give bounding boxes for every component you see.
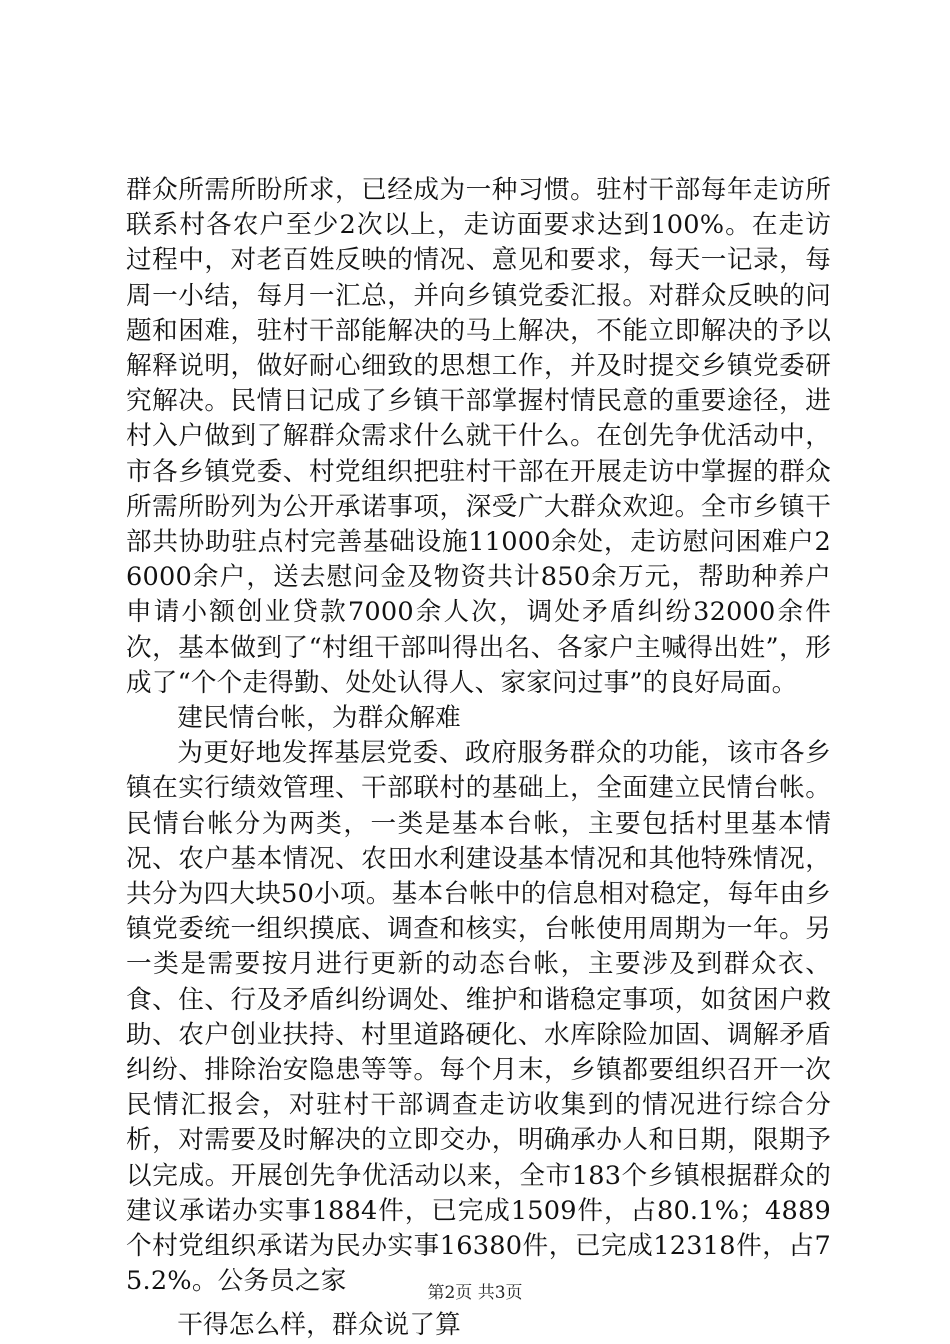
section-heading-evaluation: 干得怎么样，群众说了算	[177, 1309, 461, 1340]
document-body	[126, 173, 831, 1343]
paragraph-ledger-details: 为更好地发挥基层党委、政府服务群众的功能，该市各乡镇在实行绩效管理、干部联村的基础上，全面建立民情台帐。民情台帐分为两类，一类是基本台帐，主要包括村里基本情况、农户基本情况、农田水利建设基本情况和其他特殊情况，共分为四大块50小项。基本台帐中的信息相对稳定，每年由乡镇党委统一组织摸底、调查和核实，台帐使用周期为一年。另一类是需要按月进行更新的动态台帐，主要涉及到群众衣、食、住、行及矛盾纠纷调处、维护和谐稳定事项，如贫困户救助、农户创业扶持、村里道路硬化、水库除险加固、调解矛盾纠纷、排除治安隐患等等。每个月末，乡镇都要组织召开一次民情汇报会，对驻村干部调查走访收集到的情况进行综合分析，对需要及时解决的立即交办，明确承办人和日期，限期予以完成。开展创先争优活动以来，全市183个乡镇根据群众的建议承诺办实事1884件，已完成1509件，占80.1%；4889个村党组织承诺为民办实事16380件，已完成12318件，占75.2%。公务员之家	[126, 738, 831, 1297]
paragraph-villager-visits: 群众所需所盼所求，已经成为一种习惯。驻村干部每年走访所联系村各农户至少2次以上，走访面要求达到100%。在走访过程中，对老百姓反映的情况、意见和要求，每天一记录，每周一小结，每月一汇总，并向乡镇党委汇报。对群众反映的问题和困难，驻村干部能解决的马上解决，不能立即解决的予以解释说明，做好耐心细致的思想工作，并及时提交乡镇党委研究解决。民情日记成了乡镇干部掌握村情民意的重要途径，进村入户做到了解群众需求什么就干什么。在创先争优活动中，市各乡镇党委、村党组织把驻村干部在开展走访中掌握的群众所需所盼列为公开承诺事项，深受广大群众欢迎。全市乡镇干部共协助驻点村完善基础设施11000余处，走访慰问困难户26000余户，送去慰问金及物资共计850余万元，帮助种养户申请小额创业贷款7000余人次，调处矛盾纠纷32000余件次，基本做到了“村组干部叫得出名、各家户主喊得出姓”，形成了“个个走得勤、处处认得人、家家问过事”的良好局面。	[126, 175, 831, 698]
section-heading-ledger: 建民情台帐，为群众解难	[177, 703, 461, 734]
page-number-footer: 第2页 共3页	[427, 1283, 523, 1303]
